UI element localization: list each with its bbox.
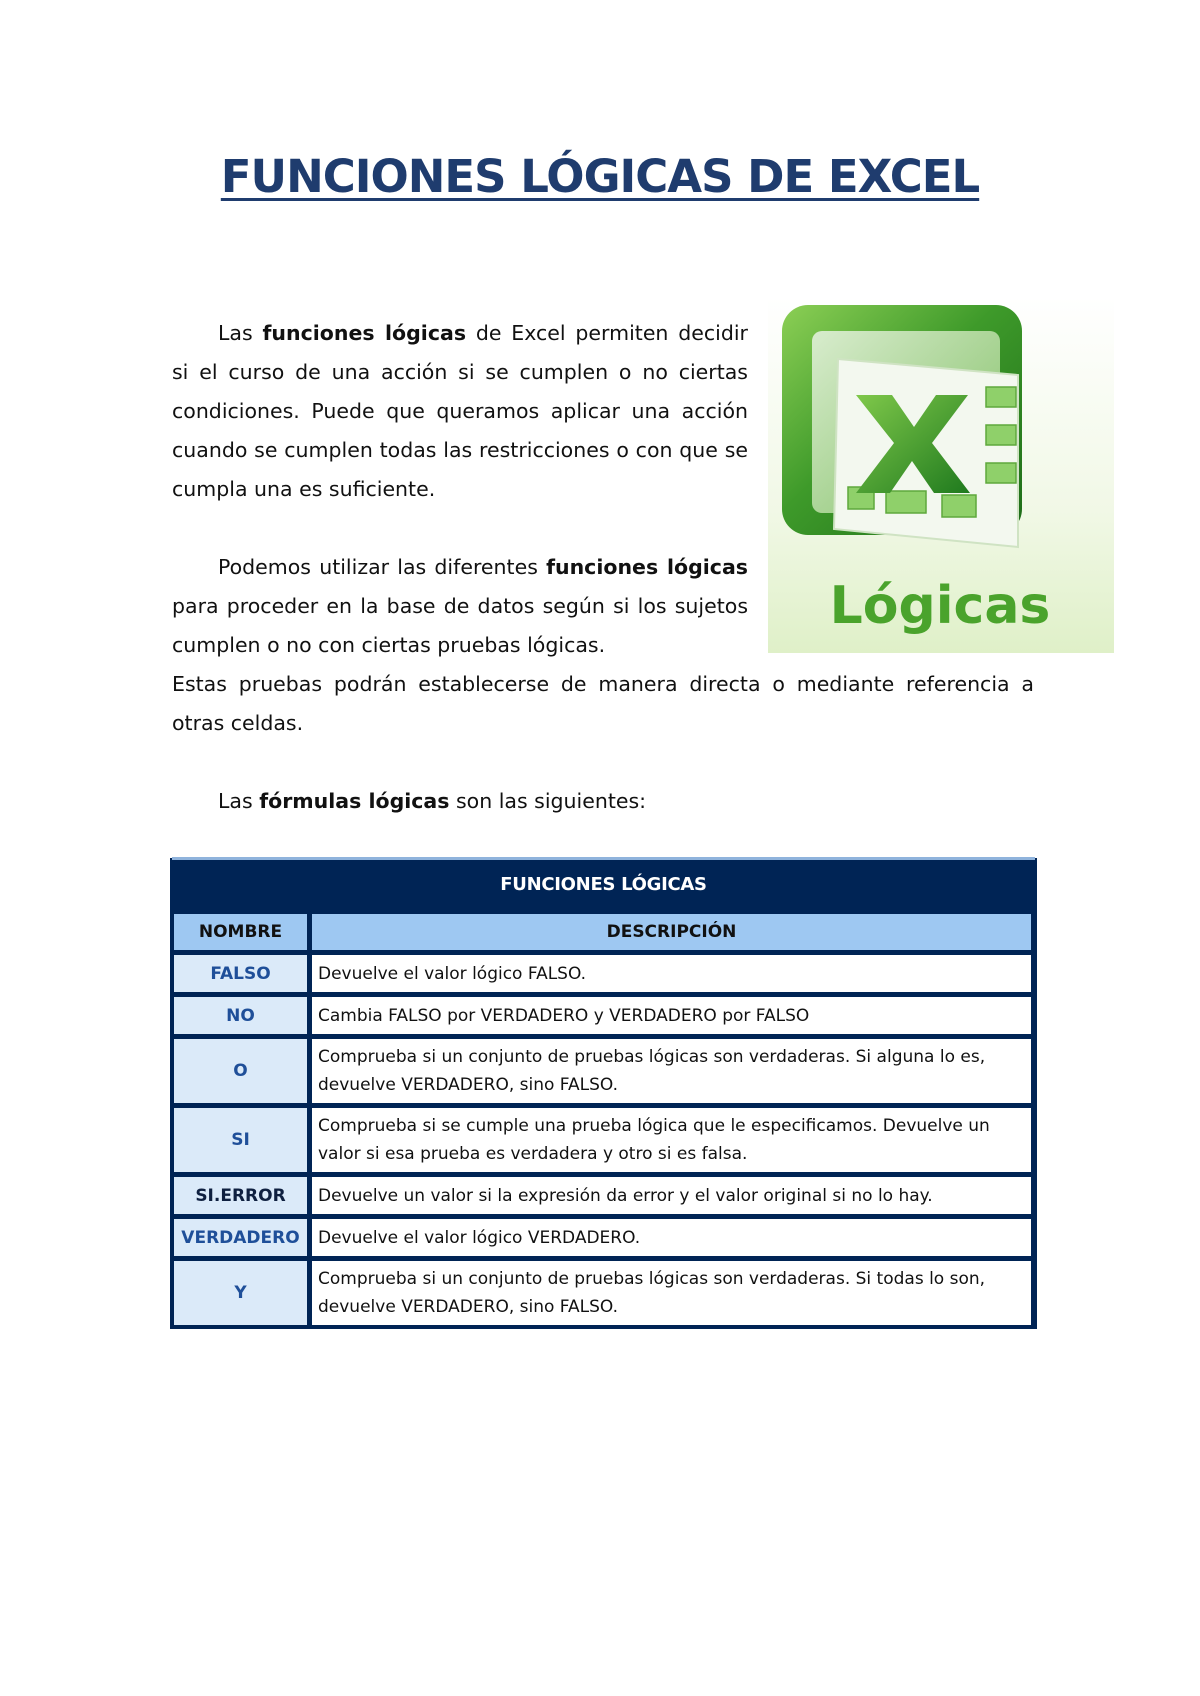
p2-text-c: para proceder en la base de datos según si los sujetos cumplen o no con ciertas pruebas lógicas. <box>172 594 748 657</box>
p3-bold: fórmulas lógicas <box>259 789 450 813</box>
second-paragraph <box>172 548 748 665</box>
excel-logo-image <box>768 297 1114 653</box>
p3-text-a: Las <box>218 789 260 813</box>
p1-text-a: Las <box>218 321 263 345</box>
table-row-name: Y <box>174 1261 307 1325</box>
table-row-name: VERDADERO <box>174 1219 307 1256</box>
p2-text-d: Estas pruebas podrán establecerse de manera directa o mediante referencia a otras celdas. <box>172 672 1034 735</box>
table-row-name: SI.ERROR <box>174 1177 307 1214</box>
table-title: FUNCIONES LÓGICAS <box>500 873 707 895</box>
functions-table <box>170 858 1037 1329</box>
table-row-description: Devuelve el valor lógico FALSO. <box>312 955 1031 992</box>
table-row-description: Comprueba si un conjunto de pruebas lógicas son verdaderas. Si alguna lo es, devuelve VERDADERO, sino FALSO. <box>312 1039 1031 1103</box>
p2-text-a: Podemos utilizar las diferentes <box>218 555 547 579</box>
p1-bold: funciones lógicas <box>262 321 467 345</box>
table-row-name: SI <box>174 1108 307 1172</box>
logo-caption: Lógicas <box>829 576 1051 636</box>
table-row-description: Devuelve el valor lógico VERDADERO. <box>312 1219 1031 1256</box>
header-description: DESCRIPCIÓN <box>312 914 1031 950</box>
table-row-name: FALSO <box>174 955 307 992</box>
p1-text-c: de Excel permiten decidir si el curso de una acción si se cumplen o no ciertas condiciones. Puede que queramos aplicar una acción cuando se cumplen todas las restricciones o con que se cumpla una es suficiente. <box>172 321 748 501</box>
table-row-description: Devuelve un valor si la expresión da error y el valor original si no lo hay. <box>312 1177 1031 1214</box>
intro-paragraph <box>172 314 748 509</box>
p3-text-c: son las siguientes: <box>449 789 647 813</box>
third-paragraph <box>172 782 1034 821</box>
table-row-description: Comprueba si se cumple una prueba lógica que le especificamos. Devuelve un valor si esa prueba es verdadera y otro si es falsa. <box>312 1108 1031 1172</box>
p2-bold: funciones lógicas <box>546 555 748 579</box>
header-name: NOMBRE <box>174 914 307 950</box>
table-row-description: Cambia FALSO por VERDADERO y VERDADERO por FALSO <box>312 997 1031 1034</box>
table-top-band <box>172 857 1035 860</box>
table-row-name: NO <box>174 997 307 1034</box>
table-row-name: O <box>174 1039 307 1103</box>
second-paragraph-continuation <box>172 665 1034 743</box>
table-row-description: Comprueba si un conjunto de pruebas lógicas son verdaderas. Si todas lo son, devuelve VERDADERO, sino FALSO. <box>312 1261 1031 1325</box>
page-title: FUNCIONES LÓGICAS DE EXCEL <box>220 150 980 203</box>
excel-icon <box>782 305 1022 547</box>
